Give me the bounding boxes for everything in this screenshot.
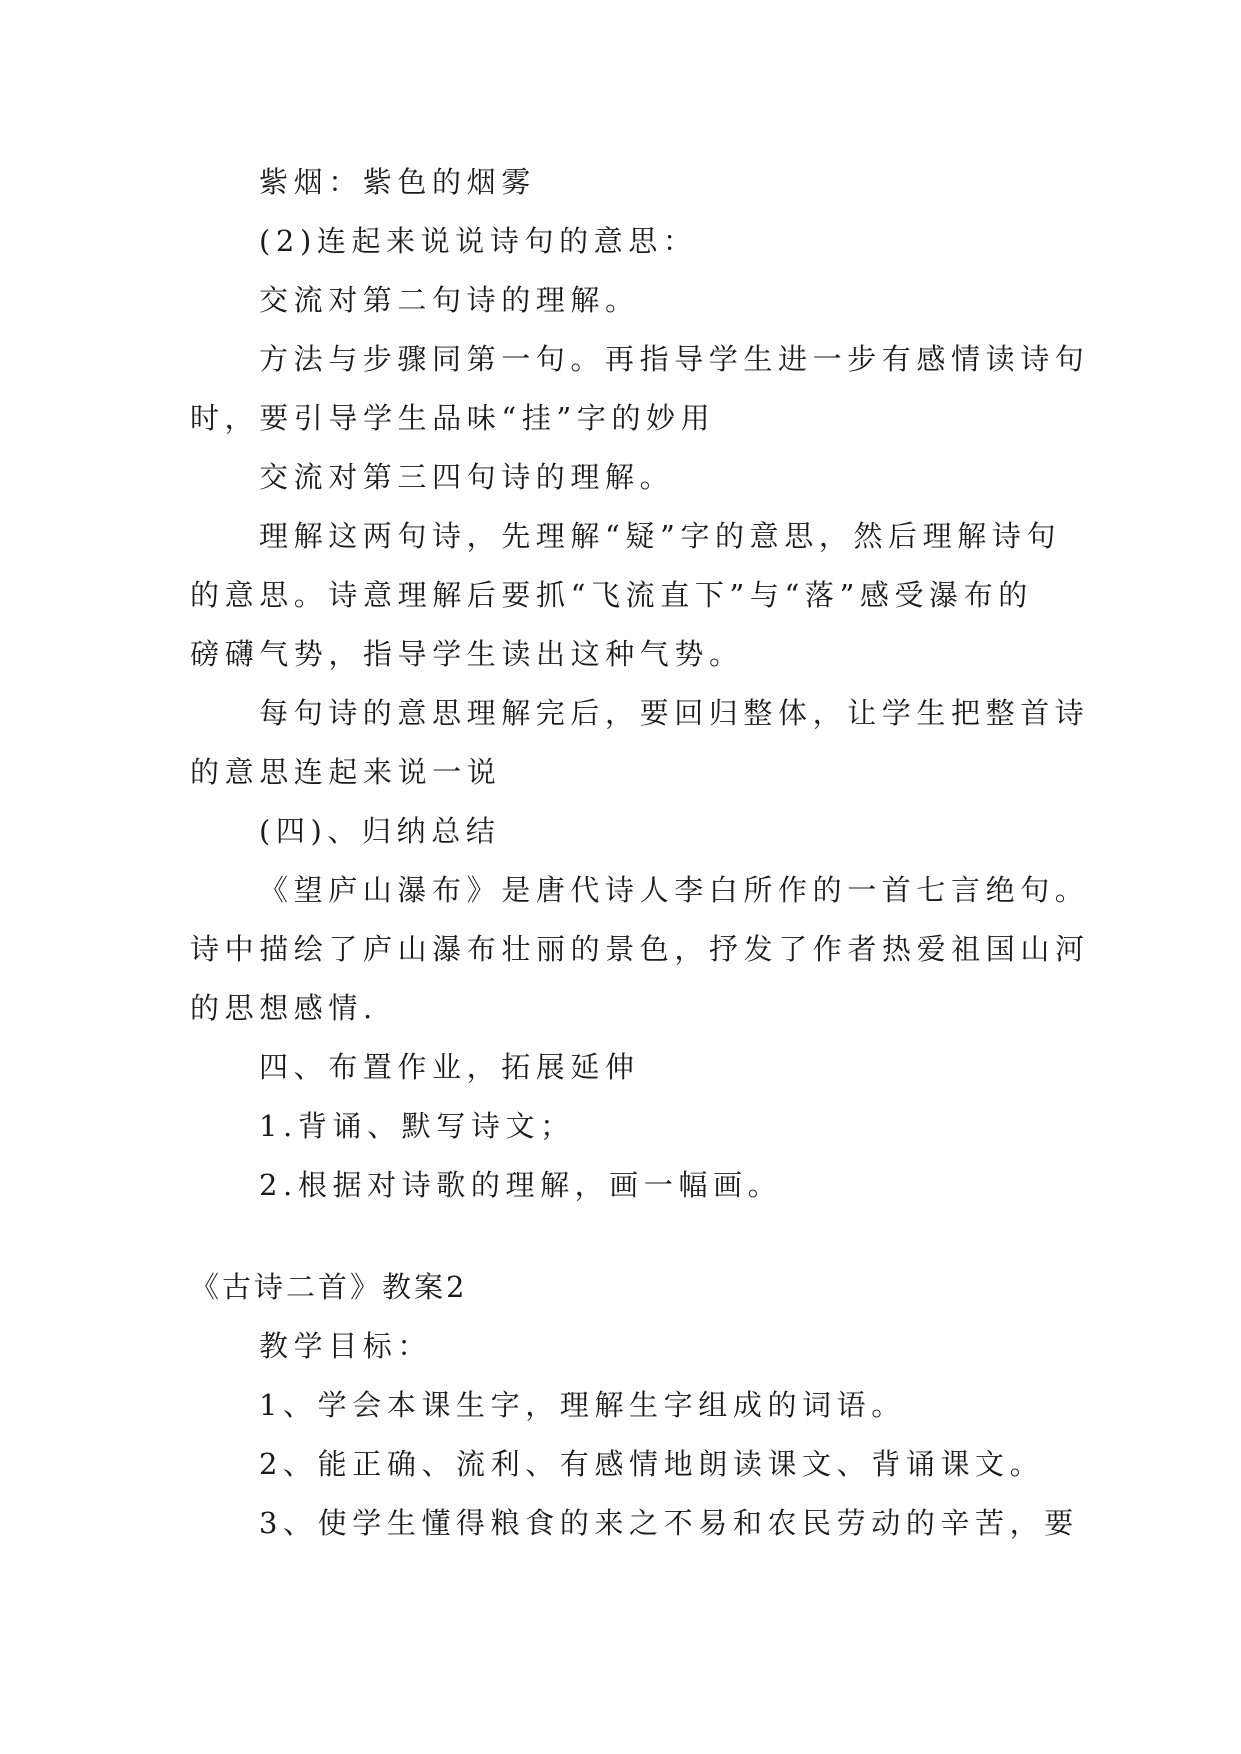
list-item: 2、能正确、流利、有感情地朗读课文、背诵课文。 <box>259 1447 1045 1481</box>
list-item: 1、学会本课生字，理解生字组成的词语。 <box>259 1388 906 1422</box>
list-item: 2.根据对诗歌的理解，画一幅画。 <box>259 1168 783 1202</box>
paragraph-line: (2)连起来说说诗句的意思： <box>259 224 698 258</box>
paragraph-line: 的意思连起来说一说 <box>190 755 502 789</box>
paragraph-line: 交流对第三四句诗的理解。 <box>259 460 675 494</box>
paragraph-line: 的思想感情. <box>190 991 378 1025</box>
section-heading: (四)、归纳总结 <box>259 814 501 848</box>
list-item: 1.背诵、默写诗文； <box>259 1109 575 1143</box>
paragraph-line: 《望庐山瀑布》是唐代诗人李白所作的一首七言绝句。 <box>259 873 1090 907</box>
section-heading: 教学目标： <box>259 1329 433 1363</box>
section-heading: 四、布置作业，拓展延伸 <box>259 1050 640 1084</box>
paragraph-line: 时，要引导学生品味“挂”字的妙用 <box>190 401 716 435</box>
paragraph-line: 的意思。诗意理解后要抓“飞流直下”与“落”感受瀑布的 <box>190 578 1033 612</box>
paragraph-line: 交流对第二句诗的理解。 <box>259 283 640 317</box>
paragraph-line: 磅礴气势，指导学生读出这种气势。 <box>190 637 744 671</box>
paragraph-line: 每句诗的意思理解完后，要回归整体，让学生把整首诗 <box>259 696 1090 730</box>
paragraph-line: 理解这两句诗，先理解“疑”字的意思，然后理解诗句 <box>259 519 1062 553</box>
list-item: 3、使学生懂得粮食的来之不易和农民劳动的辛苦，要 <box>259 1506 1079 1540</box>
paragraph-line: 方法与步骤同第一句。再指导学生进一步有感情读诗句 <box>259 342 1090 376</box>
paragraph-line: 诗中描绘了庐山瀑布壮丽的景色，抒发了作者热爱祖国山河 <box>190 932 1090 966</box>
document-title: 《古诗二首》教案2 <box>190 1270 468 1304</box>
paragraph-line: 紫烟：紫色的烟雾 <box>259 165 536 199</box>
